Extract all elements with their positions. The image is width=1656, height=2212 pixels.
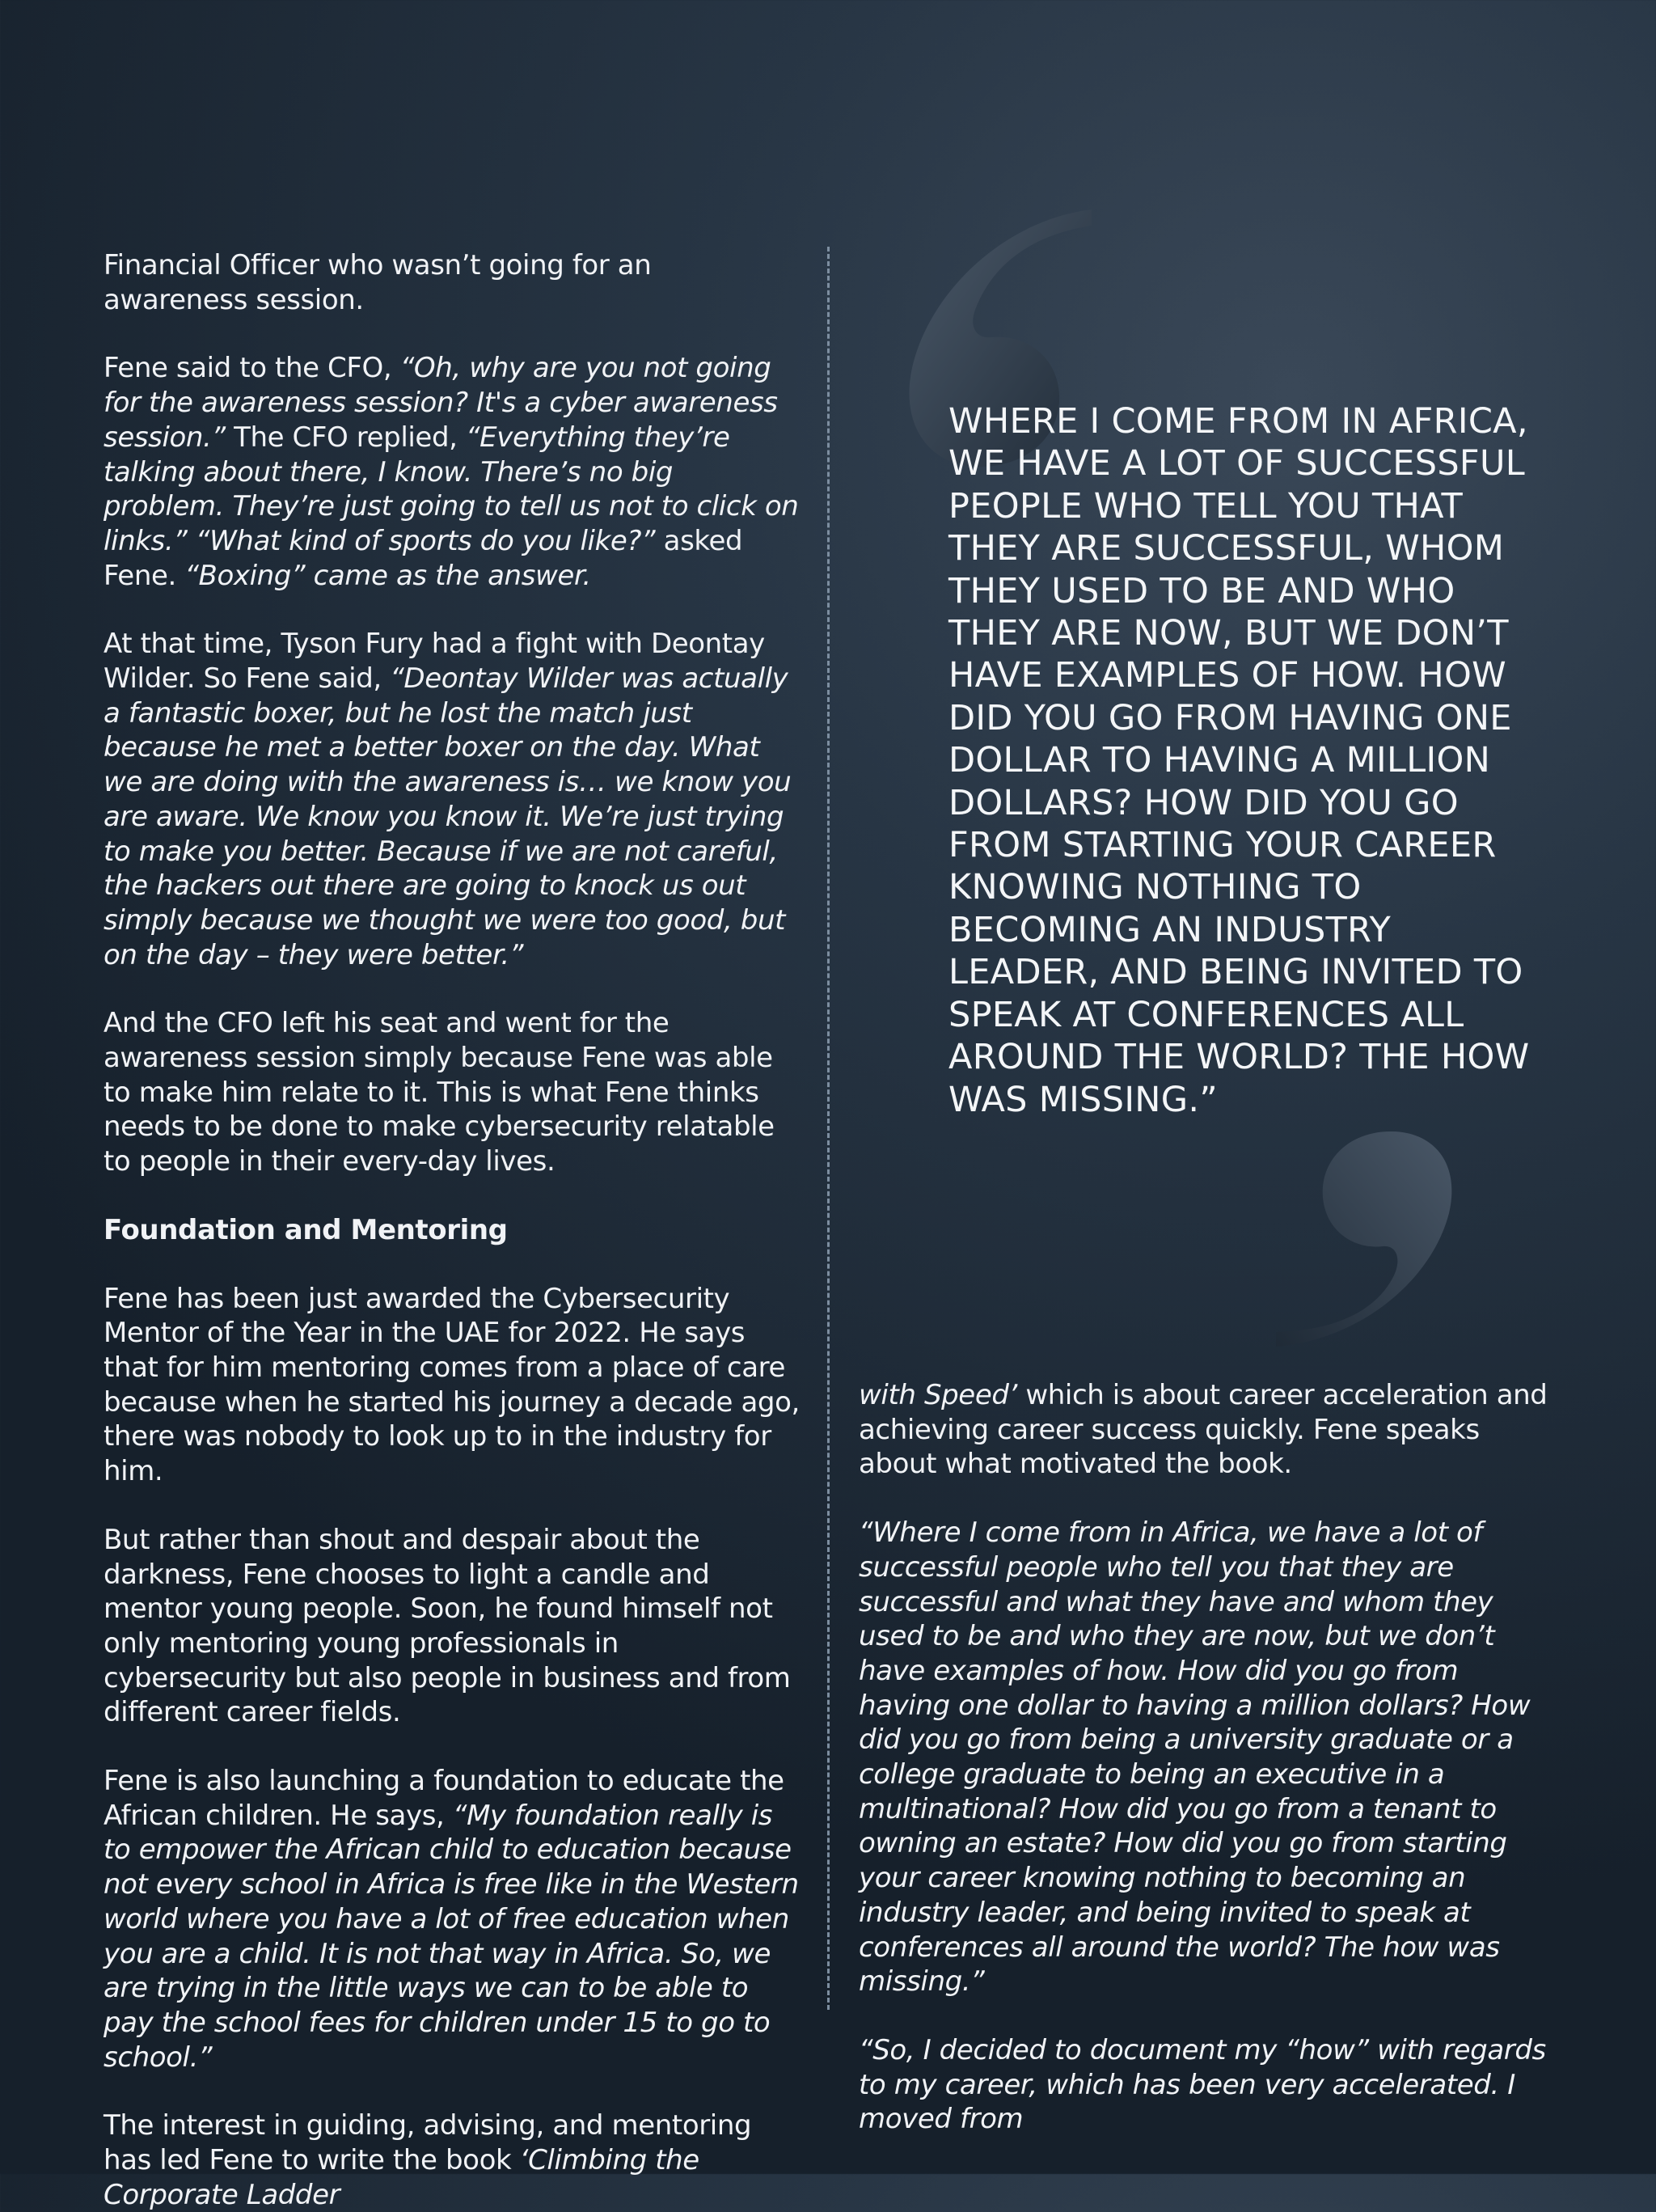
paragraph: Fene said to the CFO, “Oh, why are you not going for the awareness session? It's a cyber awareness session.” The CFO replied, “Everything they’re talking about there, I know. There’s no big problem. They’re just going to tell us not to click on links.” “What kind of sports do you like?” asked Fene. “Boxing” came as the answer.	[104, 352, 799, 592]
paragraph: Financial Officer who wasn’t going for an awareness session.	[104, 249, 652, 316]
paragraph: with Speed’ which is about career acceleration and achieving career success quickly. Fene speaks about what motivated the book.	[859, 1379, 1548, 1481]
paragraph: Fene has been just awarded the Cybersecurity Mentor of the Year in the UAE for 2022. He says that for him mentoring comes from a place of care because when he started his journey a decade ago, there was nobody to look up to in the industry for him.	[104, 1282, 800, 1488]
section-heading: Foundation and Mentoring	[104, 1213, 508, 1246]
paragraph: Fene is also launching a foundation to educate the African children. He says, “My foundation really is to empower the African child to education because not every school in Africa is free like in the Western world where you have a lot of free education when you are a child. It is not that way in Africa. So, we are trying in the little ways we can to be able to pay the school fees for children under 15 to go to school.”	[104, 1765, 799, 2074]
paragraph: “Where I come from in Africa, we have a lot of successful people who tell you that they are successful and what they have and whom they used to be and who they are now, but we don’t have examples of how. How did you go from having one dollar to having a million dollars? How did you go from being a university graduate or a college graduate to being an executive in a multinational? How did you go from a tenant to owning an estate? How did you go from starting your career knowing nothing to becoming an industry leader, and being invited to speak at conferences all around the world? The how was missing.”	[859, 1516, 1531, 1998]
left-column	[104, 248, 801, 2212]
paragraph: “So, I decided to document my “how” with regards to my career, which has been very accelerated. I moved from	[859, 2033, 1546, 2136]
paragraph: But rather than shout and despair about the darkness, Fene chooses to light a candle and mentor young people. Soon, he found himself not only mentoring young professionals in cybersecurity but also people in business and from different career fields.	[104, 1523, 791, 1729]
paragraph: At that time, Tyson Fury had a fight with Deontay Wilder. So Fene said, “Deontay Wilder was actually a fantastic boxer, but he lost the match just because he met a better boxer on the day. What we are doing with the awareness is… we know you are aware. We know you know it. We’re just trying to make you better. Because if we are not careful, the hackers out there are going to knock us out simply because we thought we were too good, but on the day – they were better.”	[104, 628, 792, 971]
column-divider	[827, 247, 830, 2010]
close-quote-mark-icon	[1269, 1128, 1464, 1355]
pull-quote: WHERE I COME FROM IN AFRICA, WE HAVE A LOT OF SUCCESSFUL PEOPLE WHO TELL YOU THAT THEY ARE SUCCESSFUL, WHOM THEY USED TO BE AND WHO THEY ARE NOW, BUT WE DON’T HAVE EXAMPLES OF HOW. HOW DID YOU GO FROM HAVING ONE DOLLAR TO HAVING A MILLION DOLLARS? HOW DID YOU GO FROM STARTING YOUR CAREER KNOWING NOTHING TO BECOMING AN INDUSTRY LEADER, AND BEING INVITED TO SPEAK AT CONFERENCES ALL AROUND THE WORLD? THE HOW WAS MISSING.”	[948, 401, 1530, 1120]
right-column	[859, 1378, 1554, 2137]
paragraph: And the CFO left his seat and went for the awareness session simply because Fene was able to make him relate to it. This is what Fene thinks needs to be done to make cybersecurity relatable to people in their every-day lives.	[104, 1007, 775, 1178]
paragraph: The interest in guiding, advising, and mentoring has led Fene to write the book ‘Climbing the Corporate Ladder	[104, 2109, 752, 2211]
